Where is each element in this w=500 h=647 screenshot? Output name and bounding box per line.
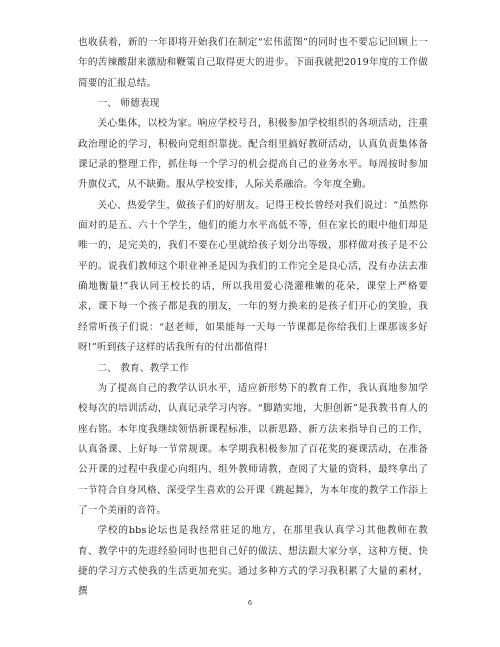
intro-paragraph: 也收获着，新的一年即将开始我们在制定“宏伟蓝图”的同时也不要忘记回顾上一年的苦辣酸甜来激励和鞭策自己取得更大的进步。下面我就把2019年度的工作做简要的汇报总结。 — [78, 37, 428, 89]
section1-heading: 一、 师德表现 — [97, 98, 160, 110]
section2-paragraph-1: 为了提高自己的教学认识水平，适应新形势下的教育工作，我认真地参加学校每次的培训活动，认真记录学习内容。“脚踏实地，大胆创新”是我教书育人的座右铭。本年度我继续领悟新课程标准，以新思路、新方法来指导自己的工作，认真备课、上好每一节常规课。本学期我积极参加了百花奖的赛课活动，在准备公开课的过程中我虚心向组内、组外教师请教，查阅了大量的资料，最终拿出了一节符合自身风格、深受学生喜欢的公开课《跳起舞》，为本年度的教学工作添上了一个美丽的音符。 — [78, 382, 428, 516]
section1-paragraph-1: 关心集体，以校为家。响应学校号召，积极参加学校组织的各项活动，注重政治理论的学习，积极向党组织靠拢。配合组里搞好教研活动，认真负责集体备课记录的整理工作，抓住每一个学习的机会提高自己的业务水平。每周按时参加升旗仪式，从不缺勤。服从学校安排，人际关系融洽。今年度全勤。 — [78, 118, 428, 191]
section2-paragraph-2: 学校的bbs论坛也是我经常驻足的地方，在那里我认真学习其他教师在教育、教学中的先进经验同时也把自己好的做法、想法跟大家分享，这种方便、快捷的学习方式使我的生活更加充实。通过多种方式的学习我积累了大量的素材，撰 — [78, 525, 428, 598]
document-body — [78, 33, 428, 603]
section2-heading: 二、 教育、教学工作 — [97, 362, 189, 374]
page-number: 6 — [247, 599, 253, 607]
section1-paragraph-2: 关心、热爱学生，做孩子们的好朋友。记得王校长曾经对我们说过：“虽然你面对的是五、六十个学生，他们的能力水平高低不等，但在家长的眼中他们却是唯一的，是完美的，我们不要在心里就给孩子划分出等级，那样做对孩子是不公平的。说我们教师这个职业神圣是因为我们的工作完全是良心活，没有办法去准确地衡量!”我认同王校长的话，所以我用爱心浇灌稚嫩的花朵，课堂上严格要求，课下每一个孩子都是我的朋友，一年的努力换来的是孩子们开心的笑脸，我经常听孩子们说：“赵老师，如果能每一天每一节课都是你给我们上课那该多好呀!”听到孩子这样的话我所有的付出都值得! — [78, 199, 428, 354]
